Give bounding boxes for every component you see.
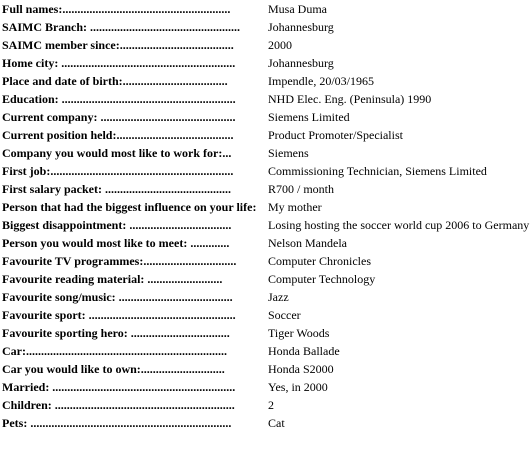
- value-first-salary: R700 / month: [268, 182, 335, 196]
- label-education: Education: ..........................................................: [2, 92, 236, 106]
- row-favourite-sport: [2, 306, 532, 324]
- row-full-names: [2, 0, 532, 18]
- row-pets: [2, 414, 532, 432]
- row-car: [2, 342, 532, 360]
- row-member-since: [2, 36, 532, 54]
- value-married: Yes, in 2000: [268, 380, 328, 394]
- value-full-names: Musa Duma: [268, 2, 327, 16]
- value-saimc-branch: Johannesburg: [268, 20, 334, 34]
- value-children: 2: [268, 398, 274, 412]
- label-first-job: First job:.............................................................: [2, 164, 234, 178]
- value-member-since: 2000: [268, 38, 292, 52]
- value-sporting-hero: Tiger Woods: [268, 326, 330, 340]
- row-current-position: [2, 126, 532, 144]
- value-education: NHD Elec. Eng. (Peninsula) 1990: [268, 92, 432, 106]
- value-favourite-tv: Computer Chronicles: [268, 254, 371, 268]
- row-children: [2, 396, 532, 414]
- row-first-job: [2, 162, 532, 180]
- label-person-to-meet: Person you would most like to meet: .............: [2, 236, 230, 250]
- value-current-position: Product Promoter/Specialist: [268, 128, 403, 142]
- row-person-to-meet: [2, 234, 532, 252]
- label-favourite-sport: Favourite sport: .................................................: [2, 308, 236, 322]
- label-birth: Place and date of birth:...................................: [2, 74, 228, 88]
- label-pets: Pets: ...................................................................: [2, 416, 232, 430]
- label-member-since: SAIMC member since:......................................: [2, 38, 234, 52]
- label-children: Children: ............................................................: [2, 398, 235, 412]
- label-home-city: Home city: ..........................................................: [2, 56, 236, 70]
- label-saimc-branch: SAIMC Branch: ..................................................: [2, 20, 241, 34]
- label-full-names: Full names:........................................................: [2, 2, 231, 16]
- row-biggest-influence: [2, 198, 532, 216]
- label-first-salary: First salary packet: ..........................................: [2, 182, 231, 196]
- row-education: [2, 90, 532, 108]
- row-current-company: [2, 108, 532, 126]
- value-home-city: Johannesburg: [268, 56, 334, 70]
- row-dream-car: [2, 360, 532, 378]
- value-pets: Cat: [268, 416, 285, 430]
- row-favourite-tv: [2, 252, 532, 270]
- label-biggest-disappointment: Biggest disappointment: ..................................: [2, 218, 232, 232]
- row-sporting-hero: [2, 324, 532, 342]
- value-biggest-disappointment: Losing hosting the soccer world cup 2006 to Germany: [268, 218, 530, 232]
- value-favourite-sport: Soccer: [268, 308, 301, 322]
- row-saimc-branch: [2, 18, 532, 36]
- value-favourite-reading: Computer Technology: [268, 272, 376, 286]
- row-home-city: [2, 54, 532, 72]
- label-car: Car:...................................................................: [2, 344, 227, 358]
- value-car: Honda Ballade: [268, 344, 340, 358]
- value-current-company: Siemens Limited: [268, 110, 350, 124]
- label-married: Married: .............................................................: [2, 380, 236, 394]
- row-preferred-company: [2, 144, 532, 162]
- value-person-to-meet: Nelson Mandela: [268, 236, 347, 250]
- label-favourite-tv: Favourite TV programmes:...............................: [2, 254, 237, 268]
- value-preferred-company: Siemens: [268, 146, 309, 160]
- value-favourite-music: Jazz: [268, 290, 289, 304]
- label-preferred-company: Company you would most like to work for:...: [2, 146, 232, 160]
- row-first-salary: [2, 180, 532, 198]
- row-favourite-music: [2, 288, 532, 306]
- value-first-job: Commissioning Technician, Siemens Limited: [268, 164, 487, 178]
- label-favourite-reading: Favourite reading material: .........................: [2, 272, 223, 286]
- value-biggest-influence: My mother: [268, 200, 322, 214]
- row-favourite-reading: [2, 270, 532, 288]
- label-current-company: Current company: .............................................: [2, 110, 236, 124]
- row-biggest-disappointment: [2, 216, 532, 234]
- value-birth: Impendle, 20/03/1965: [268, 74, 374, 88]
- label-dream-car: Car you would like to own:............................: [2, 362, 225, 376]
- value-dream-car: Honda S2000: [268, 362, 334, 376]
- label-sporting-hero: Favourite sporting hero: .................................: [2, 326, 230, 340]
- label-current-position: Current position held:.......................................: [2, 128, 234, 142]
- label-favourite-music: Favourite song/music: ......................................: [2, 290, 233, 304]
- label-biggest-influence: Person that had the biggest influence on your life:: [2, 200, 257, 214]
- row-birth: [2, 72, 532, 90]
- row-married: [2, 378, 532, 396]
- profile-rows: [2, 0, 532, 432]
